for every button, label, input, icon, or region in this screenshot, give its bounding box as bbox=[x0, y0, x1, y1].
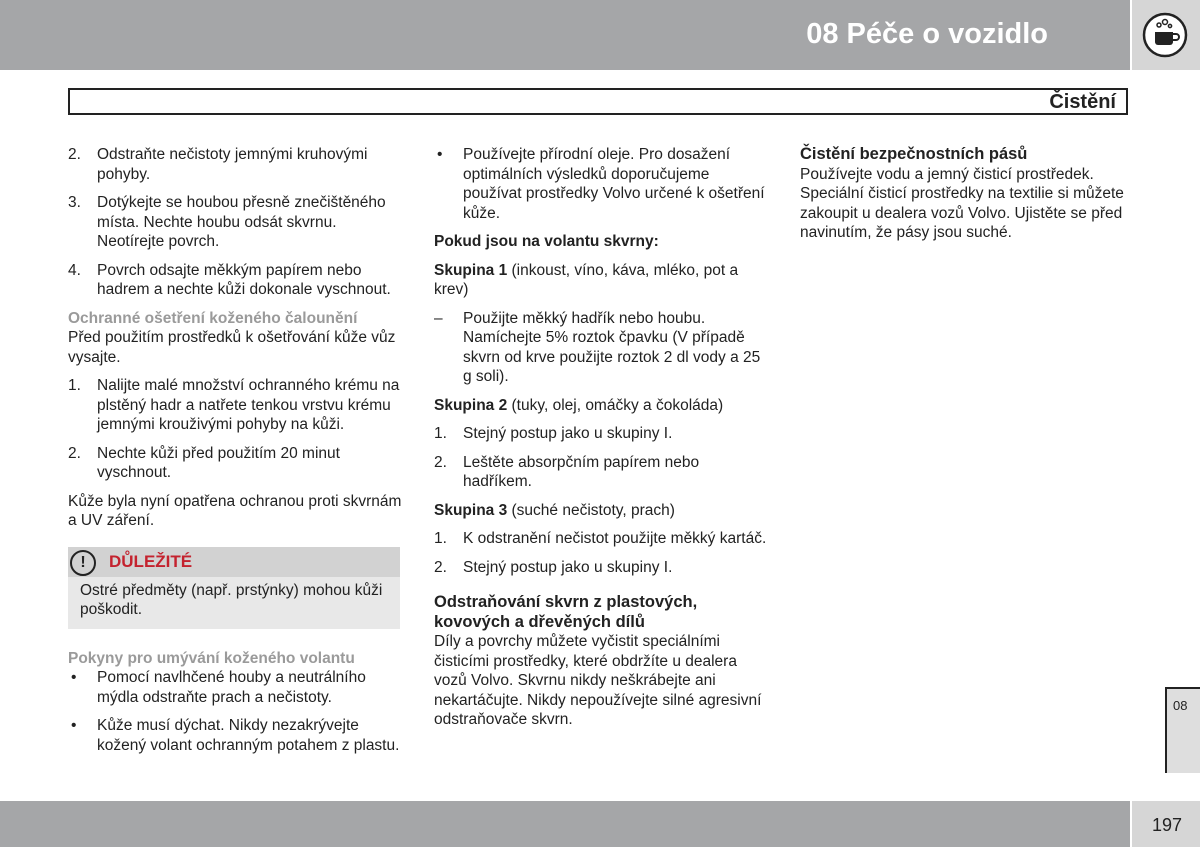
dash-mark: – bbox=[434, 309, 443, 327]
list-item bbox=[68, 668, 403, 707]
leather-protection-heading: Ochranné ošetření koženého čalounění bbox=[68, 309, 358, 327]
important-notice bbox=[68, 547, 400, 629]
group-2-desc: (tuky, olej, omáčky a čokoláda) bbox=[507, 396, 724, 414]
list-text: Povrch odsajte měkkým papírem nebo hadrem a nechte kůži dokonale vyschnout. bbox=[97, 261, 391, 298]
plastic-stains-heading: Odstraňování skvrn z plastových, kovových a dřevěných dílů bbox=[434, 593, 698, 631]
car-care-icon bbox=[1142, 12, 1188, 58]
list-number: 2. bbox=[68, 444, 81, 462]
bullet-mark: • bbox=[437, 146, 443, 163]
list-text: Leštěte absorpčním papírem nebo hadříkem. bbox=[463, 453, 700, 490]
list-number: 2. bbox=[434, 453, 447, 471]
page-number: 197 bbox=[1151, 815, 1182, 835]
plastic-stains-text: Díly a povrchy můžete vyčistit speciálními čisticími prostředky, které obdržíte u dealera vozů Volvo. Skvrnu nikdy neškrábejte ani nekartáčujte. Nikdy nepoužívejte silné agresivní odstraňovače skvrn. bbox=[434, 633, 762, 728]
list-number: 3. bbox=[68, 194, 81, 211]
header-bar bbox=[0, 0, 1130, 70]
list-number: 2. bbox=[68, 146, 81, 163]
list-number: 1. bbox=[68, 377, 81, 394]
list-item bbox=[434, 424, 769, 444]
list-item bbox=[434, 558, 769, 578]
list-item bbox=[68, 376, 403, 435]
section-header-box bbox=[68, 88, 1128, 115]
list-text: Pomocí navlhčené houby a neutrálního mýdla odstraňte prach a nečistoty. bbox=[97, 669, 366, 706]
chapter-title: 08 Péče o vozidlo bbox=[806, 18, 1048, 50]
list-number: 2. bbox=[434, 558, 447, 576]
page-number-box bbox=[1132, 801, 1200, 847]
bullet-mark: • bbox=[71, 669, 77, 686]
list-text: K odstranění nečistot použijte měkký kartáč. bbox=[463, 530, 767, 547]
list-number: 4. bbox=[68, 261, 81, 279]
leather-protection-intro: Před použitím prostředků k ošetřování kůže vůz vysajte. bbox=[68, 329, 396, 366]
important-notice-title: DŮLEŽITÉ bbox=[109, 551, 193, 571]
list-text: Použijte měkký hadřík nebo houbu. Namíchejte 5% roztok čpavku (V případě skvrn od krve použijte roztok 2 dl vody a 25 g soli). bbox=[463, 309, 761, 385]
group-1-line bbox=[434, 261, 769, 300]
list-number: 1. bbox=[434, 530, 447, 547]
list-item bbox=[68, 145, 403, 184]
list-item bbox=[434, 529, 769, 549]
list-text: Stejný postup jako u skupiny I. bbox=[463, 425, 673, 442]
group-3-desc: (suché nečistoty, prach) bbox=[507, 501, 675, 519]
list-item bbox=[68, 193, 403, 252]
list-item bbox=[68, 716, 403, 755]
important-notice-text: Ostré předměty (např. prstýnky) mohou kůži poškodit. bbox=[80, 581, 383, 618]
bullet-mark: • bbox=[71, 717, 77, 734]
column-3 bbox=[800, 145, 1135, 252]
list-item bbox=[68, 261, 403, 300]
section-title: Čistění bbox=[1049, 91, 1116, 113]
seatbelt-cleaning-text: Používejte vodu a jemný čisticí prostředek. Speciální čisticí prostředky na textilie si můžete zakoupit u dealera vozů Volvo. Ujistěte se před navinutím, že pásy jsou suché. bbox=[800, 165, 1124, 241]
stains-heading: Pokud jsou na volantu skvrny: bbox=[434, 233, 659, 250]
protection-note: Kůže byla nyní opatřena ochranou proti skvrnám a UV záření. bbox=[68, 492, 402, 529]
warning-icon: ! bbox=[70, 550, 96, 576]
list-text: Nalijte malé množství ochranného krému na plstěný hadr a natřete tenkou vrstvu krému jemnými krouživými pohyby na kůži. bbox=[97, 377, 400, 433]
list-text: Dotýkejte se houbou přesně znečištěného místa. Nechte houbu odsát skvrnu. Neotírejte povrch. bbox=[97, 194, 386, 250]
list-item bbox=[68, 444, 403, 483]
group-3-label: Skupina 3 bbox=[434, 501, 508, 519]
group-3-line bbox=[434, 501, 769, 521]
list-item bbox=[434, 453, 769, 492]
group-1-desc: (inkoust, víno, káva, mléko, pot a krev) bbox=[434, 261, 739, 298]
list-text: Stejný postup jako u skupiny I. bbox=[463, 558, 673, 576]
column-1 bbox=[68, 145, 403, 764]
list-text: Odstraňte nečistoty jemnými kruhovými pohyby. bbox=[97, 146, 368, 183]
column-2 bbox=[434, 145, 769, 739]
list-item bbox=[434, 145, 769, 223]
chapter-side-tab-label: 08 bbox=[1173, 698, 1188, 713]
group-2-label: Skupina 2 bbox=[434, 396, 508, 414]
group-1-label: Skupina 1 bbox=[434, 261, 508, 279]
steering-wheel-heading: Pokyny pro umývání koženého volantu bbox=[68, 649, 355, 667]
list-number: 1. bbox=[434, 425, 447, 442]
group-2-line bbox=[434, 396, 769, 416]
list-item bbox=[434, 309, 769, 387]
seatbelt-cleaning-heading: Čistění bezpečnostních pásů bbox=[800, 145, 1028, 163]
list-text: Kůže musí dýchat. Nikdy nezakrývejte kožený volant ochranným potahem z plastu. bbox=[97, 717, 400, 754]
footer-bar bbox=[0, 801, 1130, 847]
chapter-icon-box bbox=[1132, 0, 1200, 70]
important-notice-header bbox=[68, 547, 400, 577]
list-text: Nechte kůži před použitím 20 minut vyschnout. bbox=[97, 444, 340, 481]
list-text: Používejte přírodní oleje. Pro dosažení optimálních výsledků doporučujeme používat prostředky Volvo určené k ošetření kůže. bbox=[463, 146, 765, 222]
chapter-side-tab bbox=[1165, 687, 1200, 773]
